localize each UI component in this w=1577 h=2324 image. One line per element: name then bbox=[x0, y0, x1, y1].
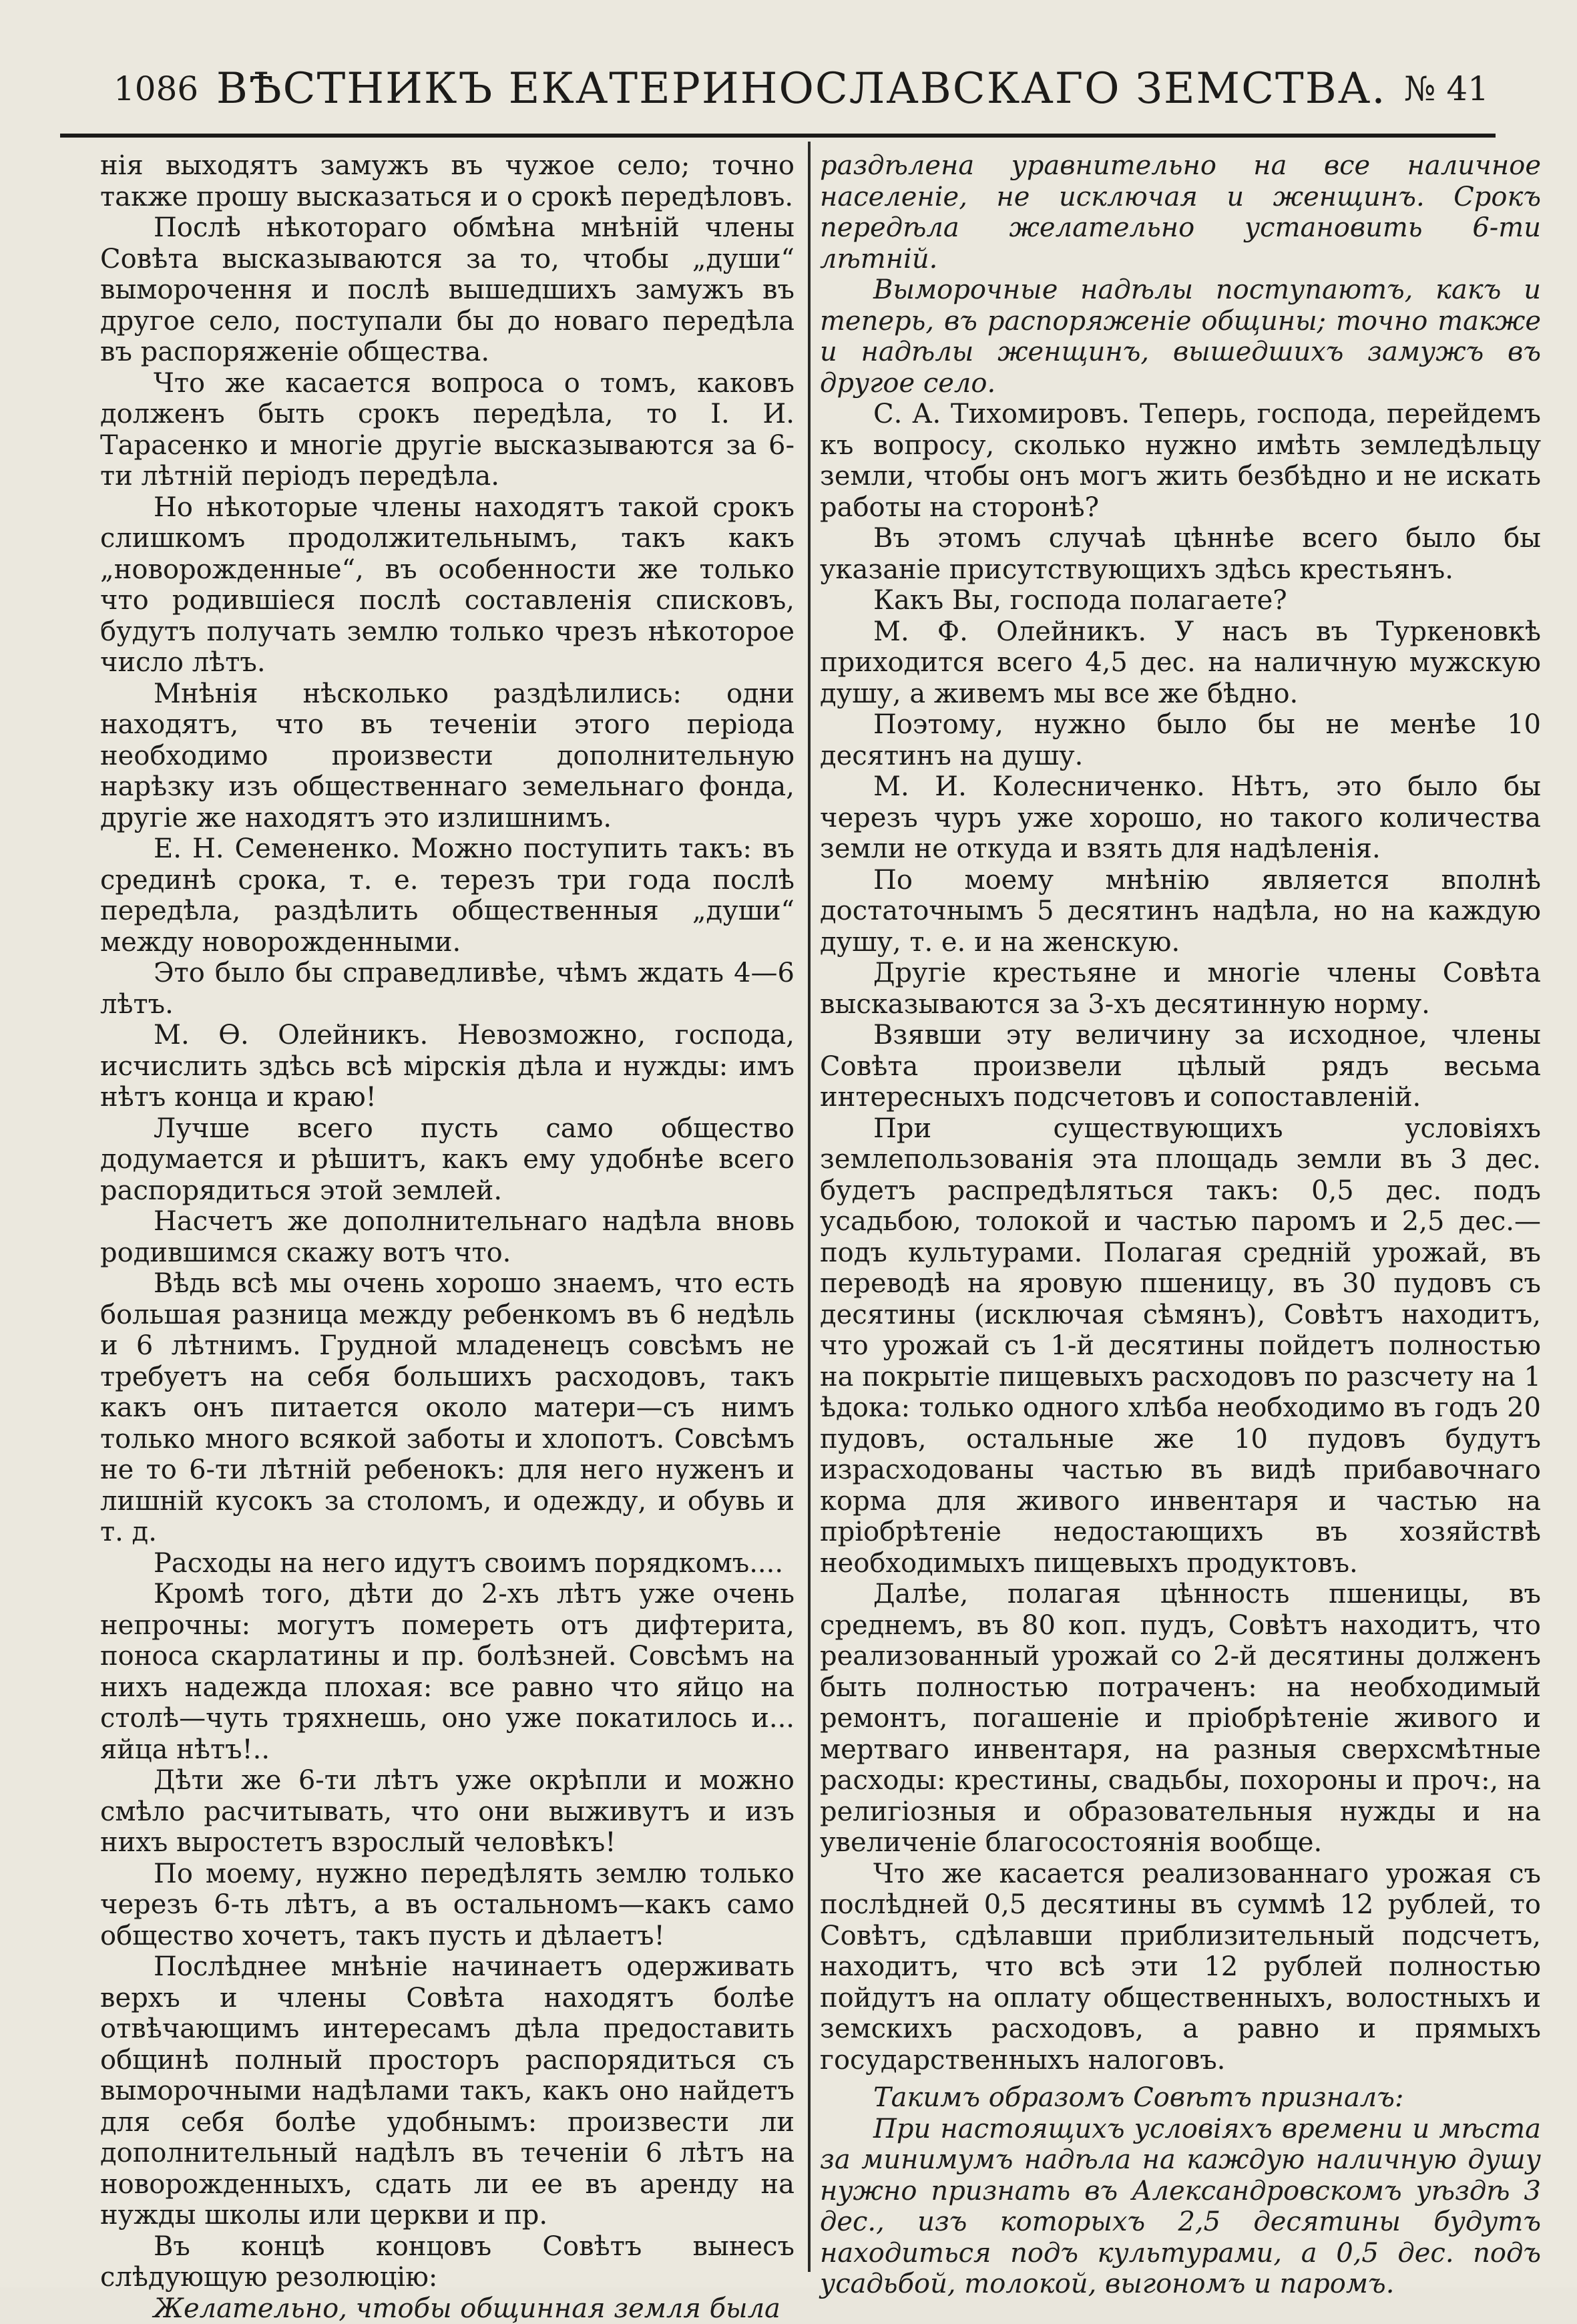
paragraph: Далѣе, полагая цѣнность пшеницы, въ среднемъ, въ 80 коп. пудъ, Совѣтъ находитъ, что реализованный урожай со 2-й десятины долженъ быть полностью потраченъ: на необходимый ремонтъ, погашеніе и пріобрѣтеніе живого и мертваго инвентаря, на разныя сверхсмѣтные расходы: крестины, свадьбы, похороны и проч:, на религіозныя и образовательныя нужды и на увеличеніе благосостоянія вообще. bbox=[820, 1579, 1541, 1859]
resolution-text: Выморочные надѣлы поступаютъ, какъ и теперь, въ распоряженіе общины; точно также и надѣлы женщинъ, вышедшихъ замужъ въ другое село. bbox=[820, 274, 1541, 399]
paragraph: Дѣти же 6-ти лѣтъ уже окрѣпли и можно смѣло расчитывать, что они выживутъ и изъ нихъ выростетъ взрослый человѣкъ! bbox=[100, 1765, 795, 1859]
resolution-text: раздѣлена уравнительно на все наличное населеніе, не исключая и женщинъ. Срокъ передѣла желательно установить 6-ти лѣтній. bbox=[820, 150, 1541, 274]
journal-title: ВѢСТНИКЪ ЕКАТЕРИНОСЛАВСКАГО ЗЕМСТВА. bbox=[216, 64, 1387, 114]
right-column bbox=[820, 150, 1541, 2274]
page-number: 1086 bbox=[114, 69, 198, 108]
paragraph: По моему мнѣнію является вполнѣ достаточнымъ 5 десятинъ надѣла, но на каждую душу, т. е. и на женскую. bbox=[820, 865, 1541, 958]
paragraph: Мнѣнія нѣсколько раздѣлились: одни находятъ, что въ теченіи этого періода необходимо произвести дополнительную нарѣзку изъ общественнаго земельнаго фонда, другіе же находятъ это излишнимъ. bbox=[100, 679, 795, 834]
paragraph: Послѣднее мнѣніе начинаетъ одерживать верхъ и члены Совѣта находятъ болѣе отвѣчающимъ интересамъ дѣла предоставить общинѣ полный просторъ распорядиться съ выморочными надѣлами такъ, какъ оно найдетъ для себя болѣе удобнымъ: произвести ли дополнительный надѣлъ въ теченіи 6 лѣтъ на новорожденныхъ, сдать ли ее въ аренду на нужды школы или церкви и пр. bbox=[100, 1951, 795, 2231]
paragraph: М. Ф. Олейникъ. У насъ въ Туркеновкѣ приходится всего 4,5 дес. на наличную мужскую душу, а живемъ мы все же бѣдно. bbox=[820, 616, 1541, 710]
paragraph: Послѣ нѣкотораго обмѣна мнѣній члены Совѣта высказываются за то, чтобы „души“ выморочення и послѣ вышедшихъ замужъ въ другое село, поступали бы до новаго передѣла въ распоряженіе общества. bbox=[100, 212, 795, 368]
resolution-heading: Такимъ образомъ Совѣтъ призналъ: bbox=[820, 2082, 1541, 2114]
column-divider bbox=[808, 142, 811, 2272]
paragraph: Но нѣкоторые члены находятъ такой срокъ слишкомъ продолжительнымъ, такъ какъ „новорожденные“, въ особенности же только что родившіеся послѣ составленія списковъ, будутъ получать землю только чрезъ нѣкоторое число лѣтъ. bbox=[100, 492, 795, 679]
paragraph: Расходы на него идутъ своимъ порядкомъ.... bbox=[100, 1548, 795, 1579]
left-column bbox=[100, 150, 795, 2274]
paragraph: М. И. Колесниченко. Нѣтъ, это было бы черезъ чуръ уже хорошо, но такого количества земли не откуда и взять для надѣленія. bbox=[820, 771, 1541, 865]
paragraph: М. Ѳ. Олейникъ. Невозможно, господа, исчислить здѣсь всѣ мірскія дѣла и нужды: имъ нѣтъ конца и краю! bbox=[100, 1020, 795, 1113]
issue-number: № 41 bbox=[1404, 69, 1489, 108]
paragraph: Лучше всего пусть само общество додумается и рѣшитъ, какъ ему удобнѣе всего распорядиться этой землей. bbox=[100, 1113, 795, 1207]
paragraph: Что же касается реализованнаго урожая съ послѣдней 0,5 десятины въ суммѣ 12 рублей, то Совѣтъ, сдѣлавши приблизительный подсчетъ, находитъ, что всѣ эти 12 рублей полностью пойдутъ на оплату общественныхъ, волостныхъ и земскихъ расходовъ, а равно и прямыхъ государственныхъ налоговъ. bbox=[820, 1859, 1541, 2076]
paragraph: Другіе крестьяне и многіе члены Совѣта высказываются за 3-хъ десятинную норму. bbox=[820, 958, 1541, 1020]
paragraph: По моему, нужно передѣлять землю только черезъ 6-ть лѣтъ, а въ остальномъ—какъ само общество хочетъ, такъ пусть и дѣлаетъ! bbox=[100, 1859, 795, 1952]
paragraph: С. А. Тихомировъ. Теперь, господа, перейдемъ къ вопросу, сколько нужно имѣть земледѣльцу земли, чтобы онъ могъ жить безбѣдно и не искать работы на сторонѣ? bbox=[820, 399, 1541, 523]
paragraph: Е. Н. Семененко. Можно поступить такъ: въ срединѣ срока, т. е. терезъ три года послѣ передѣла, раздѣлить общественныя „души“ между новорожденными. bbox=[100, 833, 795, 958]
header-rule bbox=[60, 134, 1496, 138]
paragraph: Въ концѣ концовъ Совѣтъ вынесъ слѣдующую резолюцію: bbox=[100, 2231, 795, 2293]
resolution-text: При настоящихъ условіяхъ времени и мѣста за минимумъ надѣла на каждую наличную душу нужно признать въ Александровскомъ уѣздѣ 3 дес., изъ которыхъ 2,5 десятины будутъ находиться подъ культурами, а 0,5 дес. подъ усадьбой, толокой, выгономъ и паромъ. bbox=[820, 2114, 1541, 2300]
paragraph: Въ этомъ случаѣ цѣннѣе всего было бы указаніе присутствующихъ здѣсь крестьянъ. bbox=[820, 523, 1541, 585]
paragraph: Что же касается вопроса о томъ, каковъ долженъ быть срокъ передѣла, то І. И. Тарасенко и многіе другіе высказываются за 6-ти лѣтній періодъ передѣла. bbox=[100, 368, 795, 492]
paragraph: Какъ Вы, господа полагаете? bbox=[820, 585, 1541, 616]
resolution-text: Желательно, чтобы общинная земля была bbox=[100, 2293, 795, 2324]
paragraph: Поэтому, нужно было бы не менѣе 10 десятинъ на душу. bbox=[820, 709, 1541, 771]
paragraph: нія выходятъ замужъ въ чужое село; точно также прошу высказаться и о срокѣ передѣловъ. bbox=[100, 150, 795, 212]
paragraph: Вѣдь всѣ мы очень хорошо знаемъ, что есть большая разница между ребенкомъ въ 6 недѣль и 6 лѣтнимъ. Грудной младенецъ совсѣмъ не требуетъ на себя большихъ расходовъ, такъ какъ онъ питается около матери—съ нимъ только много всякой заботы и хлопотъ. Совсѣмъ не то 6-ти лѣтній ребенокъ: для него нуженъ и лишній кусокъ за столомъ, и одежду, и обувь и т. д. bbox=[100, 1268, 795, 1548]
page-header bbox=[114, 52, 1489, 126]
paragraph: Это было бы справедливѣе, чѣмъ ждать 4—6 лѣтъ. bbox=[100, 958, 795, 1020]
paragraph: При существующихъ условіяхъ землепользованія эта площадь земли въ 3 дес. будетъ распредѣляться такъ: 0,5 дес. подъ усадьбою, толокой и частью паромъ и 2,5 дес.—подъ культурами. Полагая средній урожай, въ переводѣ на яровую пшеницу, въ 30 пудовъ съ десятины (исключая сѣмянъ), Совѣтъ находитъ, что урожай съ 1-й десятины пойдетъ полностью на покрытіе пищевыхъ расходовъ по разсчету на 1 ѣдока: только одного хлѣба необходимо въ годъ 20 пудовъ, остальные же 10 пудовъ будутъ израсходованы частью въ видѣ прибавочнаго корма для живого инвентаря и частью на пріобрѣтеніе недостающихъ въ хозяйствѣ необходимыхъ пищевыхъ продуктовъ. bbox=[820, 1113, 1541, 1579]
paragraph: Насчетъ же дополнительнаго надѣла вновь родившимся скажу вотъ что. bbox=[100, 1206, 795, 1268]
paragraph: Взявши эту величину за исходное, члены Совѣта произвели цѣлый рядъ весьма интересныхъ подсчетовъ и сопоставленій. bbox=[820, 1020, 1541, 1113]
paragraph: Кромѣ того, дѣти до 2-хъ лѣтъ уже очень непрочны: могутъ помереть отъ дифтерита, поноса скарлатины и пр. болѣзней. Совсѣмъ на нихъ надежда плохая: все равно что яйцо на столѣ—чуть тряхнешь, оно уже покатилось и... яйца нѣтъ!.. bbox=[100, 1579, 795, 1765]
